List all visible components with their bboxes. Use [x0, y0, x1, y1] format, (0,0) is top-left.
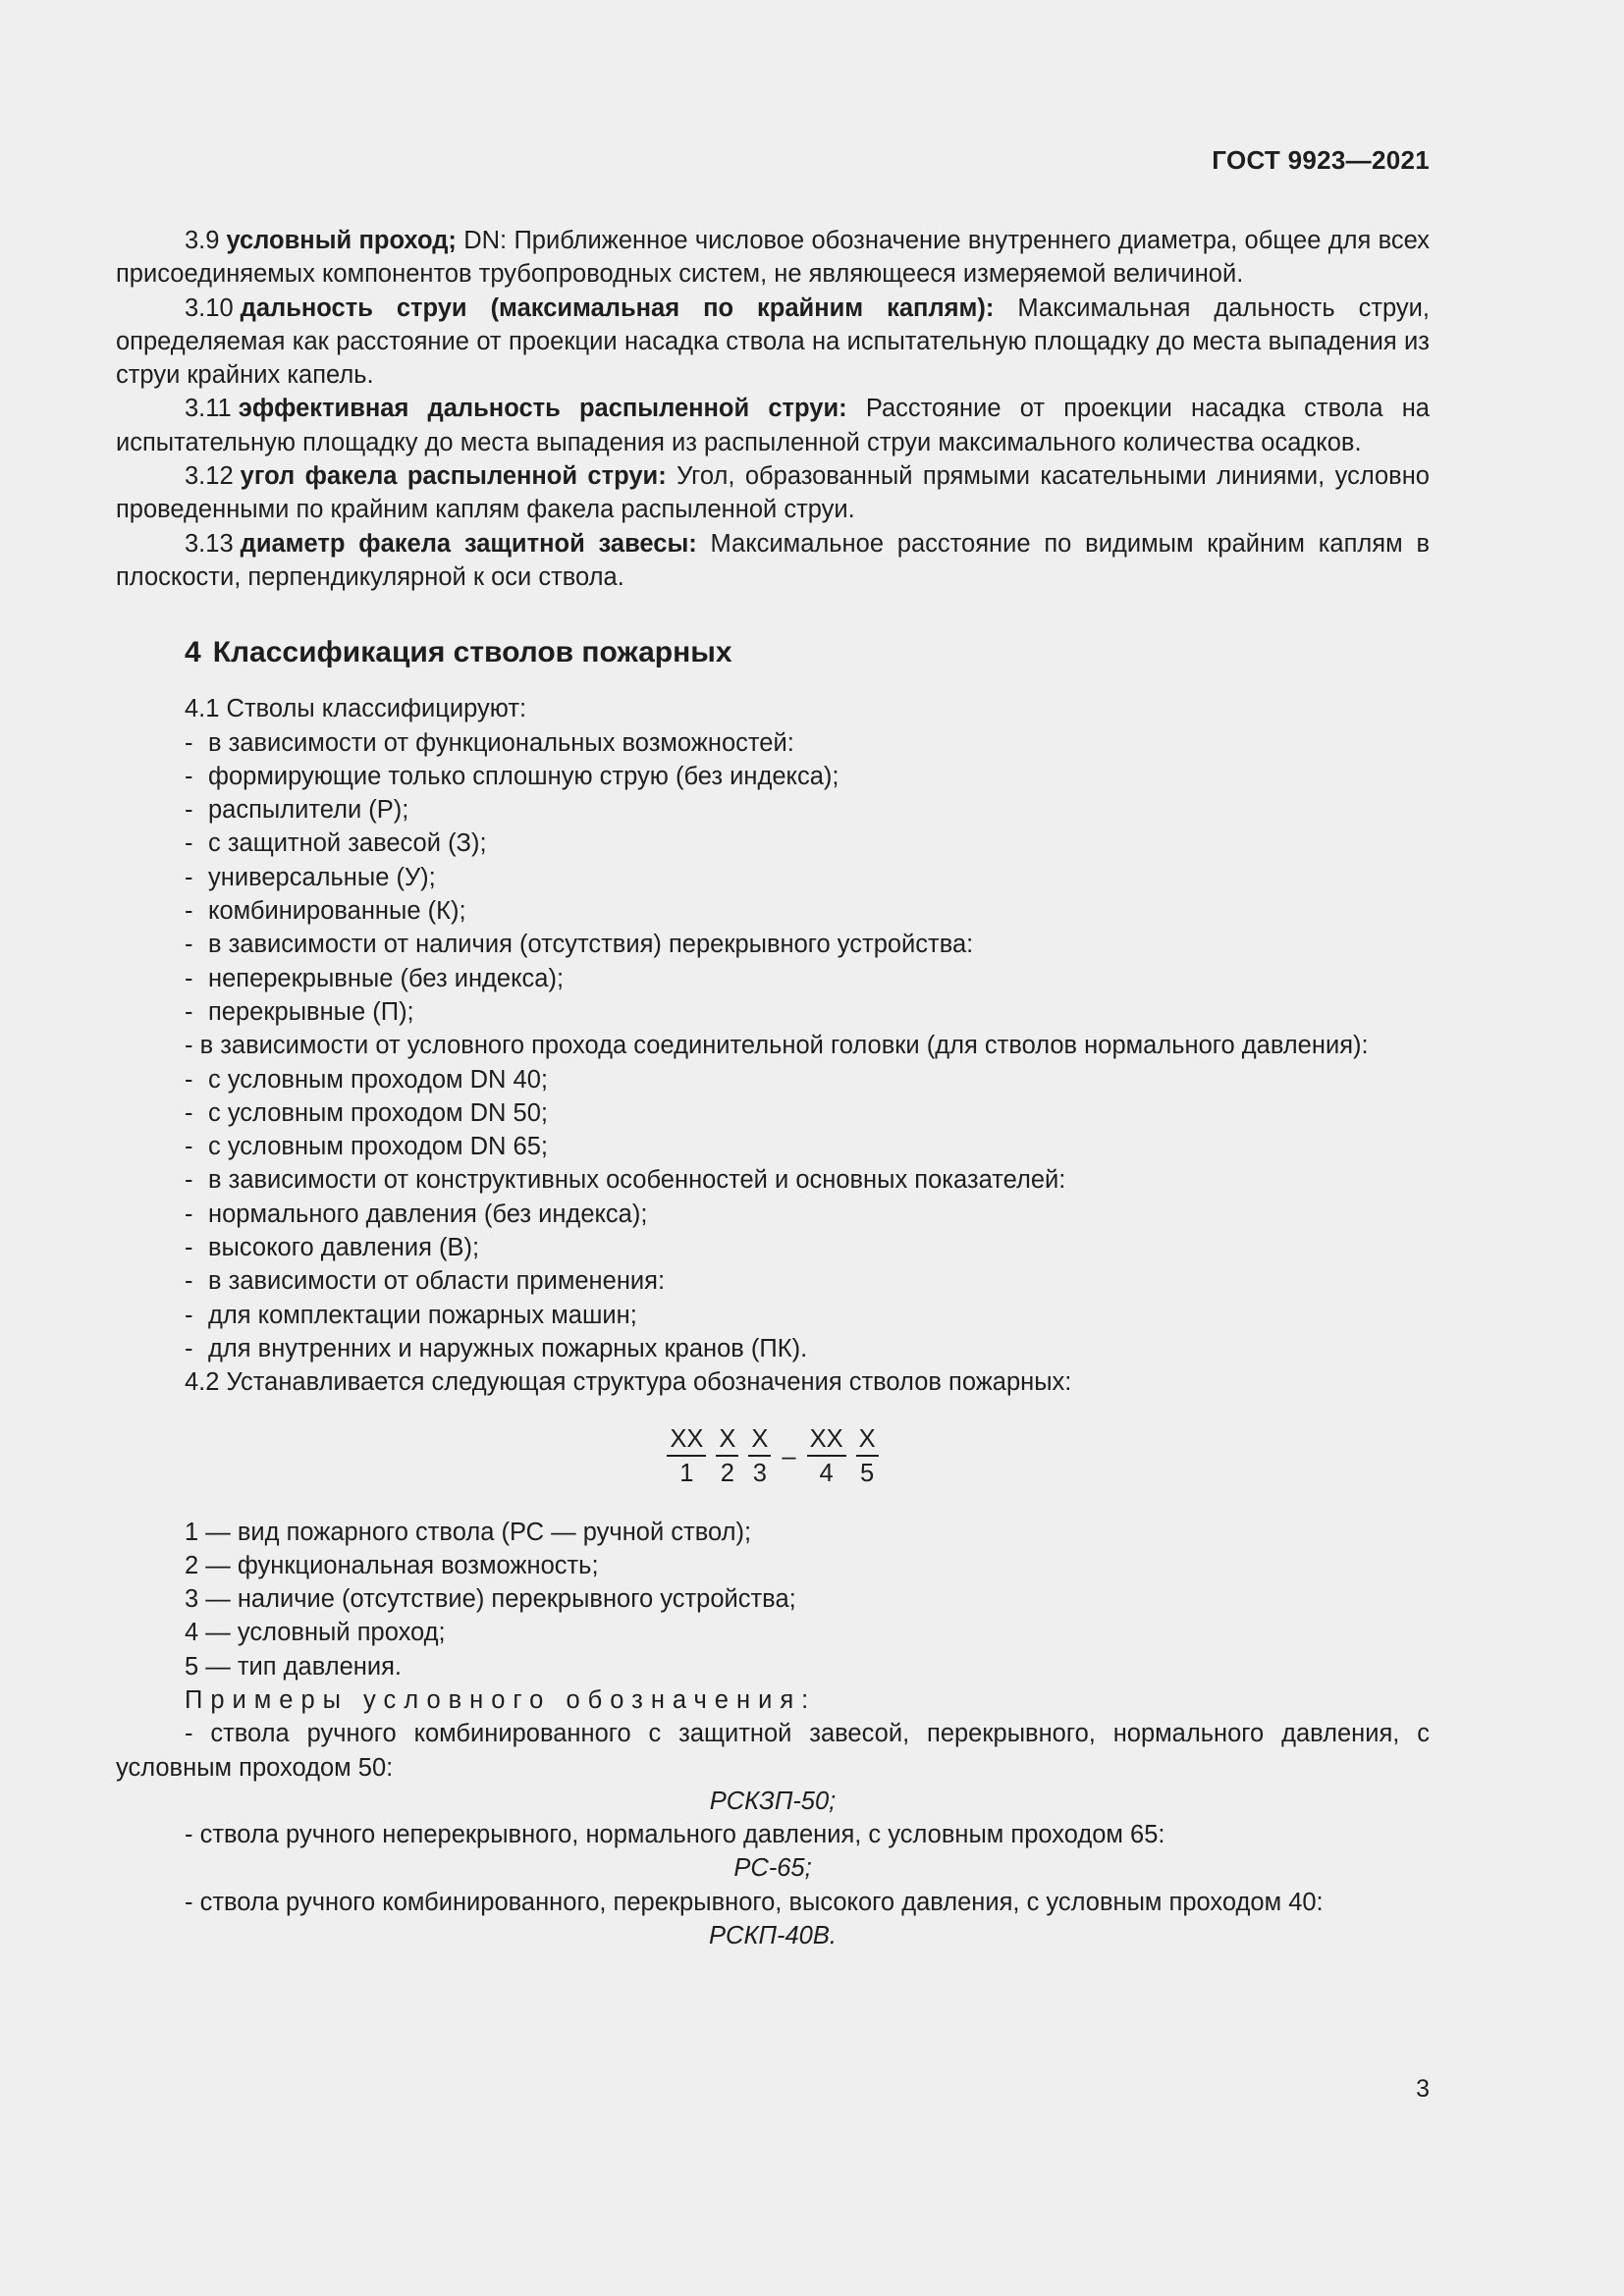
- list-dash: -: [185, 1200, 193, 1228]
- classification-intro: 4.1 Стволы классифицируют:: [185, 695, 527, 723]
- list-dash: -: [185, 829, 193, 858]
- list-dash: -: [185, 728, 193, 757]
- structure-placeholder: Х: [856, 1423, 879, 1457]
- list-item-text: неперекрывные (без индекса);: [208, 964, 565, 992]
- structure-index: 1: [679, 1459, 694, 1487]
- list-item: [185, 861, 1430, 894]
- list-item: [185, 928, 1430, 961]
- list-item: [185, 793, 1430, 827]
- list-dash: -: [185, 863, 193, 891]
- list-item-text: в зависимости от области применения:: [208, 1267, 666, 1296]
- list-dash: -: [185, 1166, 193, 1195]
- structure-part: [856, 1423, 879, 1490]
- list-item: [185, 1130, 1430, 1163]
- definition-text: Максимальная дальность струи, определяемая как расстояние от проекции насадка ствола на испытательную площадку до места выпадения из струи крайних капель.: [116, 294, 1430, 390]
- list-dash: -: [185, 1334, 193, 1362]
- definition-text: DN: Приближенное числовое обозначение внутреннего диаметра, общее для всех присоединяемых компонентов трубопроводных систем, не являющееся измеряемой величиной.: [116, 227, 1430, 289]
- example-description: [116, 1818, 1430, 1851]
- structure-placeholder: Х: [716, 1423, 738, 1457]
- definition-text: Максимальное расстояние по видимым крайним каплям в плоскости, перпендикулярной к оси ствола.: [116, 529, 1430, 591]
- clause-number: 3.10: [185, 294, 234, 322]
- example-code: РС-65;: [733, 1854, 812, 1883]
- list-item-text: формирующие только сплошную струю (без индекса);: [208, 762, 839, 790]
- list-item-text: универсальные (У);: [208, 863, 436, 891]
- list-dash: -: [185, 1267, 193, 1296]
- list-dash: -: [185, 762, 193, 790]
- list-dash: -: [185, 1133, 193, 1161]
- classification-list: [116, 726, 1430, 1030]
- example-description: [116, 1886, 1430, 1919]
- legend-item: 1 — вид пожарного ствола (РС — ручной ствол);: [185, 1518, 752, 1546]
- definition-3-9: [116, 224, 1430, 292]
- example-code: РСКП-40В.: [709, 1922, 837, 1950]
- structure-placeholder: Х: [748, 1423, 771, 1457]
- definition-term: угол факела распыленной струи:: [240, 462, 667, 491]
- list-dash: -: [185, 1065, 193, 1094]
- definition-3-11: [116, 392, 1430, 459]
- list-item-text: с условным проходом DN 65;: [208, 1133, 548, 1161]
- example-description: [116, 1717, 1430, 1785]
- example-text: ствола ручного комбинированного с защитной завесой, перекрывного, нормального давления, с условным проходом 50:: [116, 1720, 1430, 1782]
- list-item-text: в зависимости от функциональных возможностей:: [208, 728, 794, 757]
- list-item-text: в зависимости от наличия (отсутствия) перекрывного устройства:: [208, 931, 974, 959]
- page-number: 3: [1416, 2075, 1430, 2103]
- list-item: [185, 1198, 1430, 1231]
- list-item: [185, 1231, 1430, 1264]
- list-item-text: распылители (Р);: [208, 796, 409, 825]
- list-item-text: с защитной завесой (З);: [208, 829, 487, 858]
- list-item-text: для внутренних и наружных пожарных кранов (ПК).: [208, 1334, 808, 1362]
- list-item: [185, 995, 1430, 1029]
- definition-term: эффективная дальность распыленной струи:: [238, 395, 847, 423]
- structure-index: 2: [720, 1459, 734, 1487]
- section-heading: [185, 633, 1430, 672]
- legend-item: 2 — функциональная возможность;: [185, 1551, 599, 1579]
- list-item-text: высокого давления (В);: [208, 1234, 480, 1262]
- list-item: [185, 1063, 1430, 1096]
- list-dash: -: [185, 796, 193, 825]
- list-dash: -: [185, 1301, 193, 1329]
- page-content: [116, 224, 1430, 1952]
- list-item: [185, 760, 1430, 793]
- section-title: Классификация стволов пожарных: [212, 636, 732, 669]
- example-code: РСКЗП-50;: [709, 1787, 837, 1815]
- definition-term: дальность струи (максимальная по крайним каплям):: [240, 294, 995, 322]
- list-dash: -: [185, 1888, 193, 1916]
- structure-separator: –: [782, 1442, 796, 1470]
- structure-part: [748, 1423, 771, 1490]
- document-code: ГОСТ 9923—2021: [1212, 145, 1430, 175]
- list-item-text: с условным проходом DN 50;: [208, 1098, 548, 1127]
- list-dash: -: [185, 1098, 193, 1127]
- list-item: [116, 1029, 1430, 1062]
- clause-number: 3.12: [185, 462, 234, 491]
- list-dash: -: [185, 897, 193, 926]
- clause-number: 3.13: [185, 529, 234, 558]
- list-item-text: нормального давления (без индекса);: [208, 1200, 648, 1228]
- structure-placeholder: ХХ: [807, 1423, 846, 1457]
- list-item: [185, 962, 1430, 995]
- section-number: 4: [185, 636, 201, 669]
- definition-text: Расстояние от проекции насадка ствола на испытательную площадку до места выпадения из распыленной струи максимального количества осадков.: [116, 395, 1430, 456]
- structure-part: [807, 1423, 846, 1490]
- list-item: [185, 894, 1430, 928]
- list-dash: -: [185, 964, 193, 992]
- list-item-text: перекрывные (П);: [208, 997, 414, 1026]
- legend-item: 5 — тип давления.: [185, 1652, 402, 1681]
- structure-index: 4: [819, 1459, 834, 1487]
- list-item: [185, 1299, 1430, 1332]
- list-dash: -: [185, 1234, 193, 1262]
- clause-number: 3.9: [185, 227, 220, 254]
- list-dash: -: [185, 997, 193, 1026]
- classification-list: [116, 1063, 1430, 1366]
- structure-index: 3: [752, 1459, 767, 1487]
- structure-part: [716, 1423, 738, 1490]
- definition-3-12: [116, 459, 1430, 527]
- structure-intro: 4.2 Устанавливается следующая структура обозначения стволов пожарных:: [185, 1368, 1072, 1397]
- list-item: [185, 1163, 1430, 1197]
- list-item-text: в зависимости от конструктивных особенностей и основных показателей:: [208, 1166, 1066, 1195]
- list-dash: -: [185, 1032, 193, 1060]
- definition-term: диаметр факела защитной завесы:: [240, 529, 697, 558]
- list-dash: -: [185, 1821, 193, 1849]
- designation-structure: [116, 1423, 1430, 1490]
- legend-item: 3 — наличие (отсутствие) перекрывного устройства;: [185, 1585, 796, 1614]
- list-item: [185, 1264, 1430, 1298]
- definition-3-13: [116, 527, 1430, 595]
- definition-text: Угол, образованный прямыми касательными линиями, условно проведенными по крайним каплям факела распыленной струи.: [116, 462, 1430, 524]
- example-text: ствола ручного комбинированного, перекрывного, высокого давления, с условным проходом 40:: [199, 1888, 1324, 1916]
- legend-item: 4 — условный проход;: [185, 1619, 446, 1647]
- example-text: ствола ручного неперекрывного, нормального давления, с условным проходом 65:: [199, 1821, 1165, 1849]
- structure-index: 5: [860, 1459, 875, 1487]
- clause-number: 3.11: [185, 395, 232, 423]
- list-item-text: для комплектации пожарных машин;: [208, 1301, 637, 1329]
- list-item: [185, 1332, 1430, 1365]
- list-dash: -: [185, 1720, 193, 1748]
- list-item-text: в зависимости от условного прохода соединительной головки (для стволов нормального давления):: [199, 1032, 1369, 1060]
- list-item-text: с условным проходом DN 40;: [208, 1065, 548, 1094]
- definition-3-10: [116, 292, 1430, 393]
- definition-term: условный проход;: [226, 227, 457, 254]
- list-dash: -: [185, 931, 193, 959]
- list-item: [185, 827, 1430, 860]
- structure-placeholder: ХХ: [667, 1423, 706, 1457]
- structure-part: [667, 1423, 706, 1490]
- examples-heading: Примеры условного обозначения:: [185, 1685, 817, 1714]
- list-item-text: комбинированные (К);: [208, 897, 466, 926]
- list-item: [185, 1096, 1430, 1130]
- list-item: [185, 726, 1430, 760]
